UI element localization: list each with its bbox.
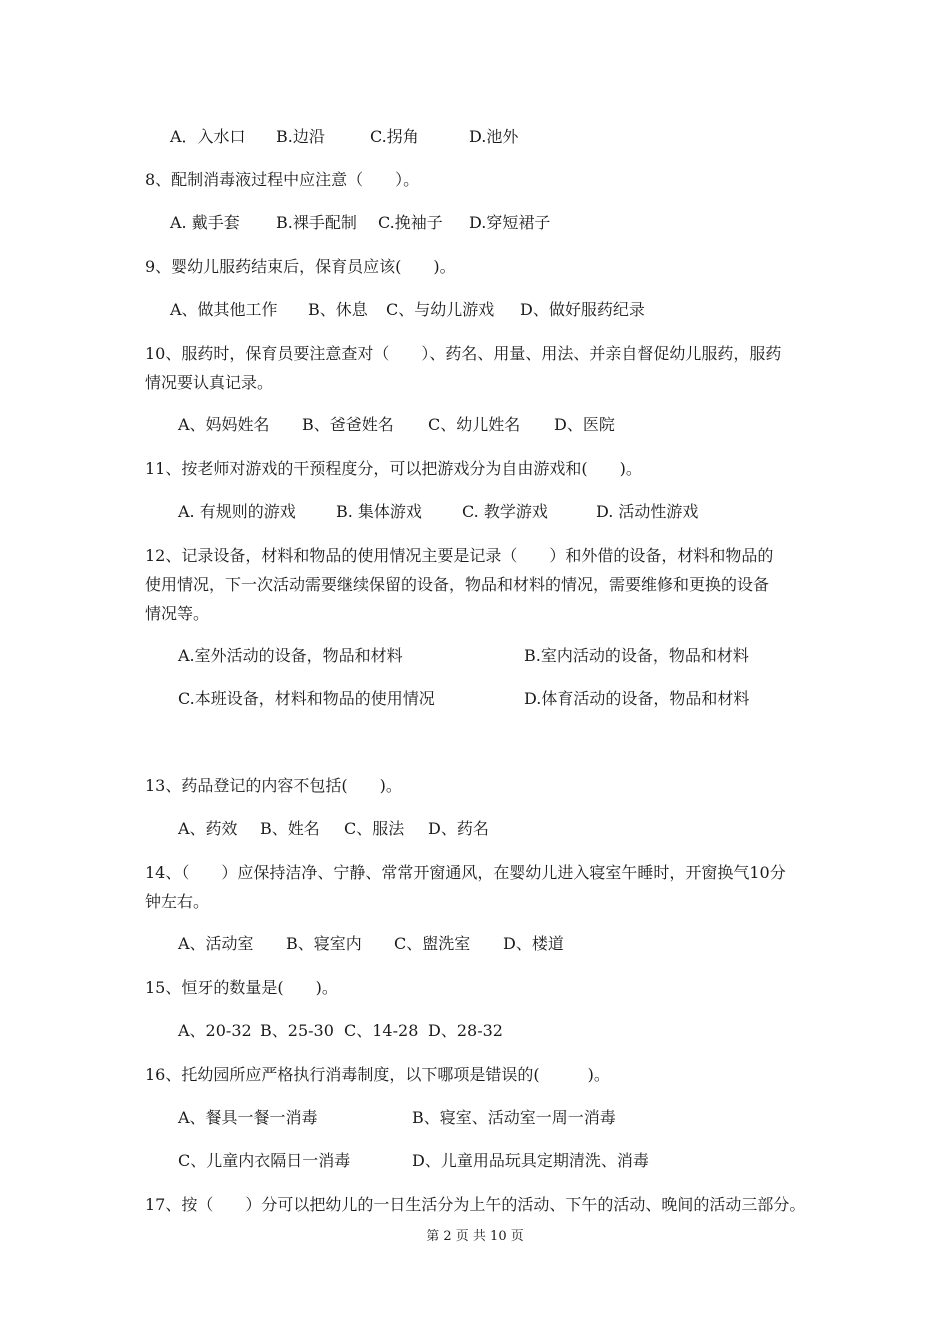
q13-text: 13、药品登记的内容不包括( )。	[145, 776, 402, 795]
q16-text: 16、托幼园所应严格执行消毒制度，以下哪项是错误的( )。	[145, 1065, 610, 1084]
q15-option-a: A、20-32	[178, 1021, 252, 1040]
q8-option-b: B.裸手配制	[276, 213, 357, 232]
q9-option-c: C、与幼儿游戏	[386, 300, 495, 319]
q9-option-b: B、休息	[308, 300, 368, 319]
q9-option-d: D、做好服药纪录	[520, 300, 645, 319]
q16-option-b: B、寝室、活动室一周一消毒	[412, 1108, 616, 1127]
page-footer: 第 2 页 共 10 页	[426, 1229, 524, 1244]
q10-option-c: C、幼儿姓名	[428, 415, 521, 434]
q12-option-a: A.室外活动的设备，物品和材料	[178, 646, 403, 665]
q11-option-c: C. 教学游戏	[462, 502, 548, 521]
q13-option-a: A、药效	[178, 819, 238, 838]
q7-option-a: A．入水口	[170, 127, 246, 146]
q10-option-a: A、妈妈姓名	[178, 415, 270, 434]
q14-line2: 钟左右。	[145, 892, 210, 911]
q15-option-c: C、14-28	[344, 1021, 419, 1040]
q13-option-d: D、药名	[428, 819, 489, 838]
q13-option-c: C、服法	[344, 819, 405, 838]
q14-option-a: A、活动室	[178, 934, 254, 953]
q7-option-b: B.边沿	[276, 127, 325, 146]
q11-option-d: D. 活动性游戏	[596, 502, 699, 521]
q11-text: 11、按老师对游戏的干预程度分，可以把游戏分为自由游戏和( )。	[145, 459, 642, 478]
q15-option-d: D、28-32	[428, 1021, 503, 1040]
q12-option-c: C.本班设备，材料和物品的使用情况	[178, 689, 435, 708]
q14-option-c: C、盥洗室	[394, 934, 471, 953]
q12-line3: 情况等。	[145, 604, 210, 623]
q15-option-b: B、25-30	[260, 1021, 334, 1040]
q12-option-d: D.体育活动的设备，物品和材料	[524, 689, 750, 708]
q8-option-a: A. 戴手套	[170, 213, 240, 232]
q10-line1: 10、服药时，保育员要注意查对（ ）、药名、用量、用法、并亲自督促幼儿服药，服药	[145, 344, 782, 363]
q12-line1: 12、记录设备，材料和物品的使用情况主要是记录（ ）和外借的设备，材料和物品的	[145, 546, 774, 565]
q14-option-b: B、寝室内	[286, 934, 362, 953]
q10-line2: 情况要认真记录。	[145, 373, 274, 392]
q11-option-a: A. 有规则的游戏	[178, 502, 296, 521]
q10-option-b: B、爸爸姓名	[302, 415, 394, 434]
q12-line2: 使用情况，下一次活动需要继续保留的设备，物品和材料的情况，需要维修和更换的设备	[145, 575, 770, 594]
q17-text: 17、按（ ）分可以把幼儿的一日生活分为上午的活动、下午的活动、晚间的活动三部分。	[145, 1195, 806, 1214]
q7-option-c: C.拐角	[370, 127, 419, 146]
q16-option-a: A、餐具一餐一消毒	[178, 1108, 318, 1127]
q9-option-a: A、做其他工作	[170, 300, 278, 319]
q11-option-b: B. 集体游戏	[336, 502, 422, 521]
q8-text: 8、配制消毒液过程中应注意（ ）。	[145, 170, 420, 189]
q16-option-d: D、儿童用品玩具定期清洗、消毒	[412, 1151, 649, 1170]
q8-option-d: D.穿短裙子	[469, 213, 551, 232]
q16-option-c: C、儿童内衣隔日一消毒	[178, 1151, 351, 1170]
q12-options-row2	[170, 688, 750, 754]
q8-option-c: C.挽袖子	[378, 213, 443, 232]
q9-text: 9、婴幼儿服药结束后，保育员应该( )。	[145, 257, 456, 276]
q15-text: 15、恒牙的数量是( )。	[145, 978, 338, 997]
q14-option-d: D、楼道	[503, 934, 564, 953]
q14-line1: 14、（ ）应保持洁净、宁静、常常开窗通风，在婴幼儿进入寝室午睡时，开窗换气10分	[145, 863, 786, 882]
q12-option-b: B.室内活动的设备，物品和材料	[524, 646, 749, 665]
q7-option-d: D.池外	[469, 127, 519, 146]
q10-option-d: D、医院	[554, 415, 615, 434]
q13-option-b: B、姓名	[260, 819, 320, 838]
